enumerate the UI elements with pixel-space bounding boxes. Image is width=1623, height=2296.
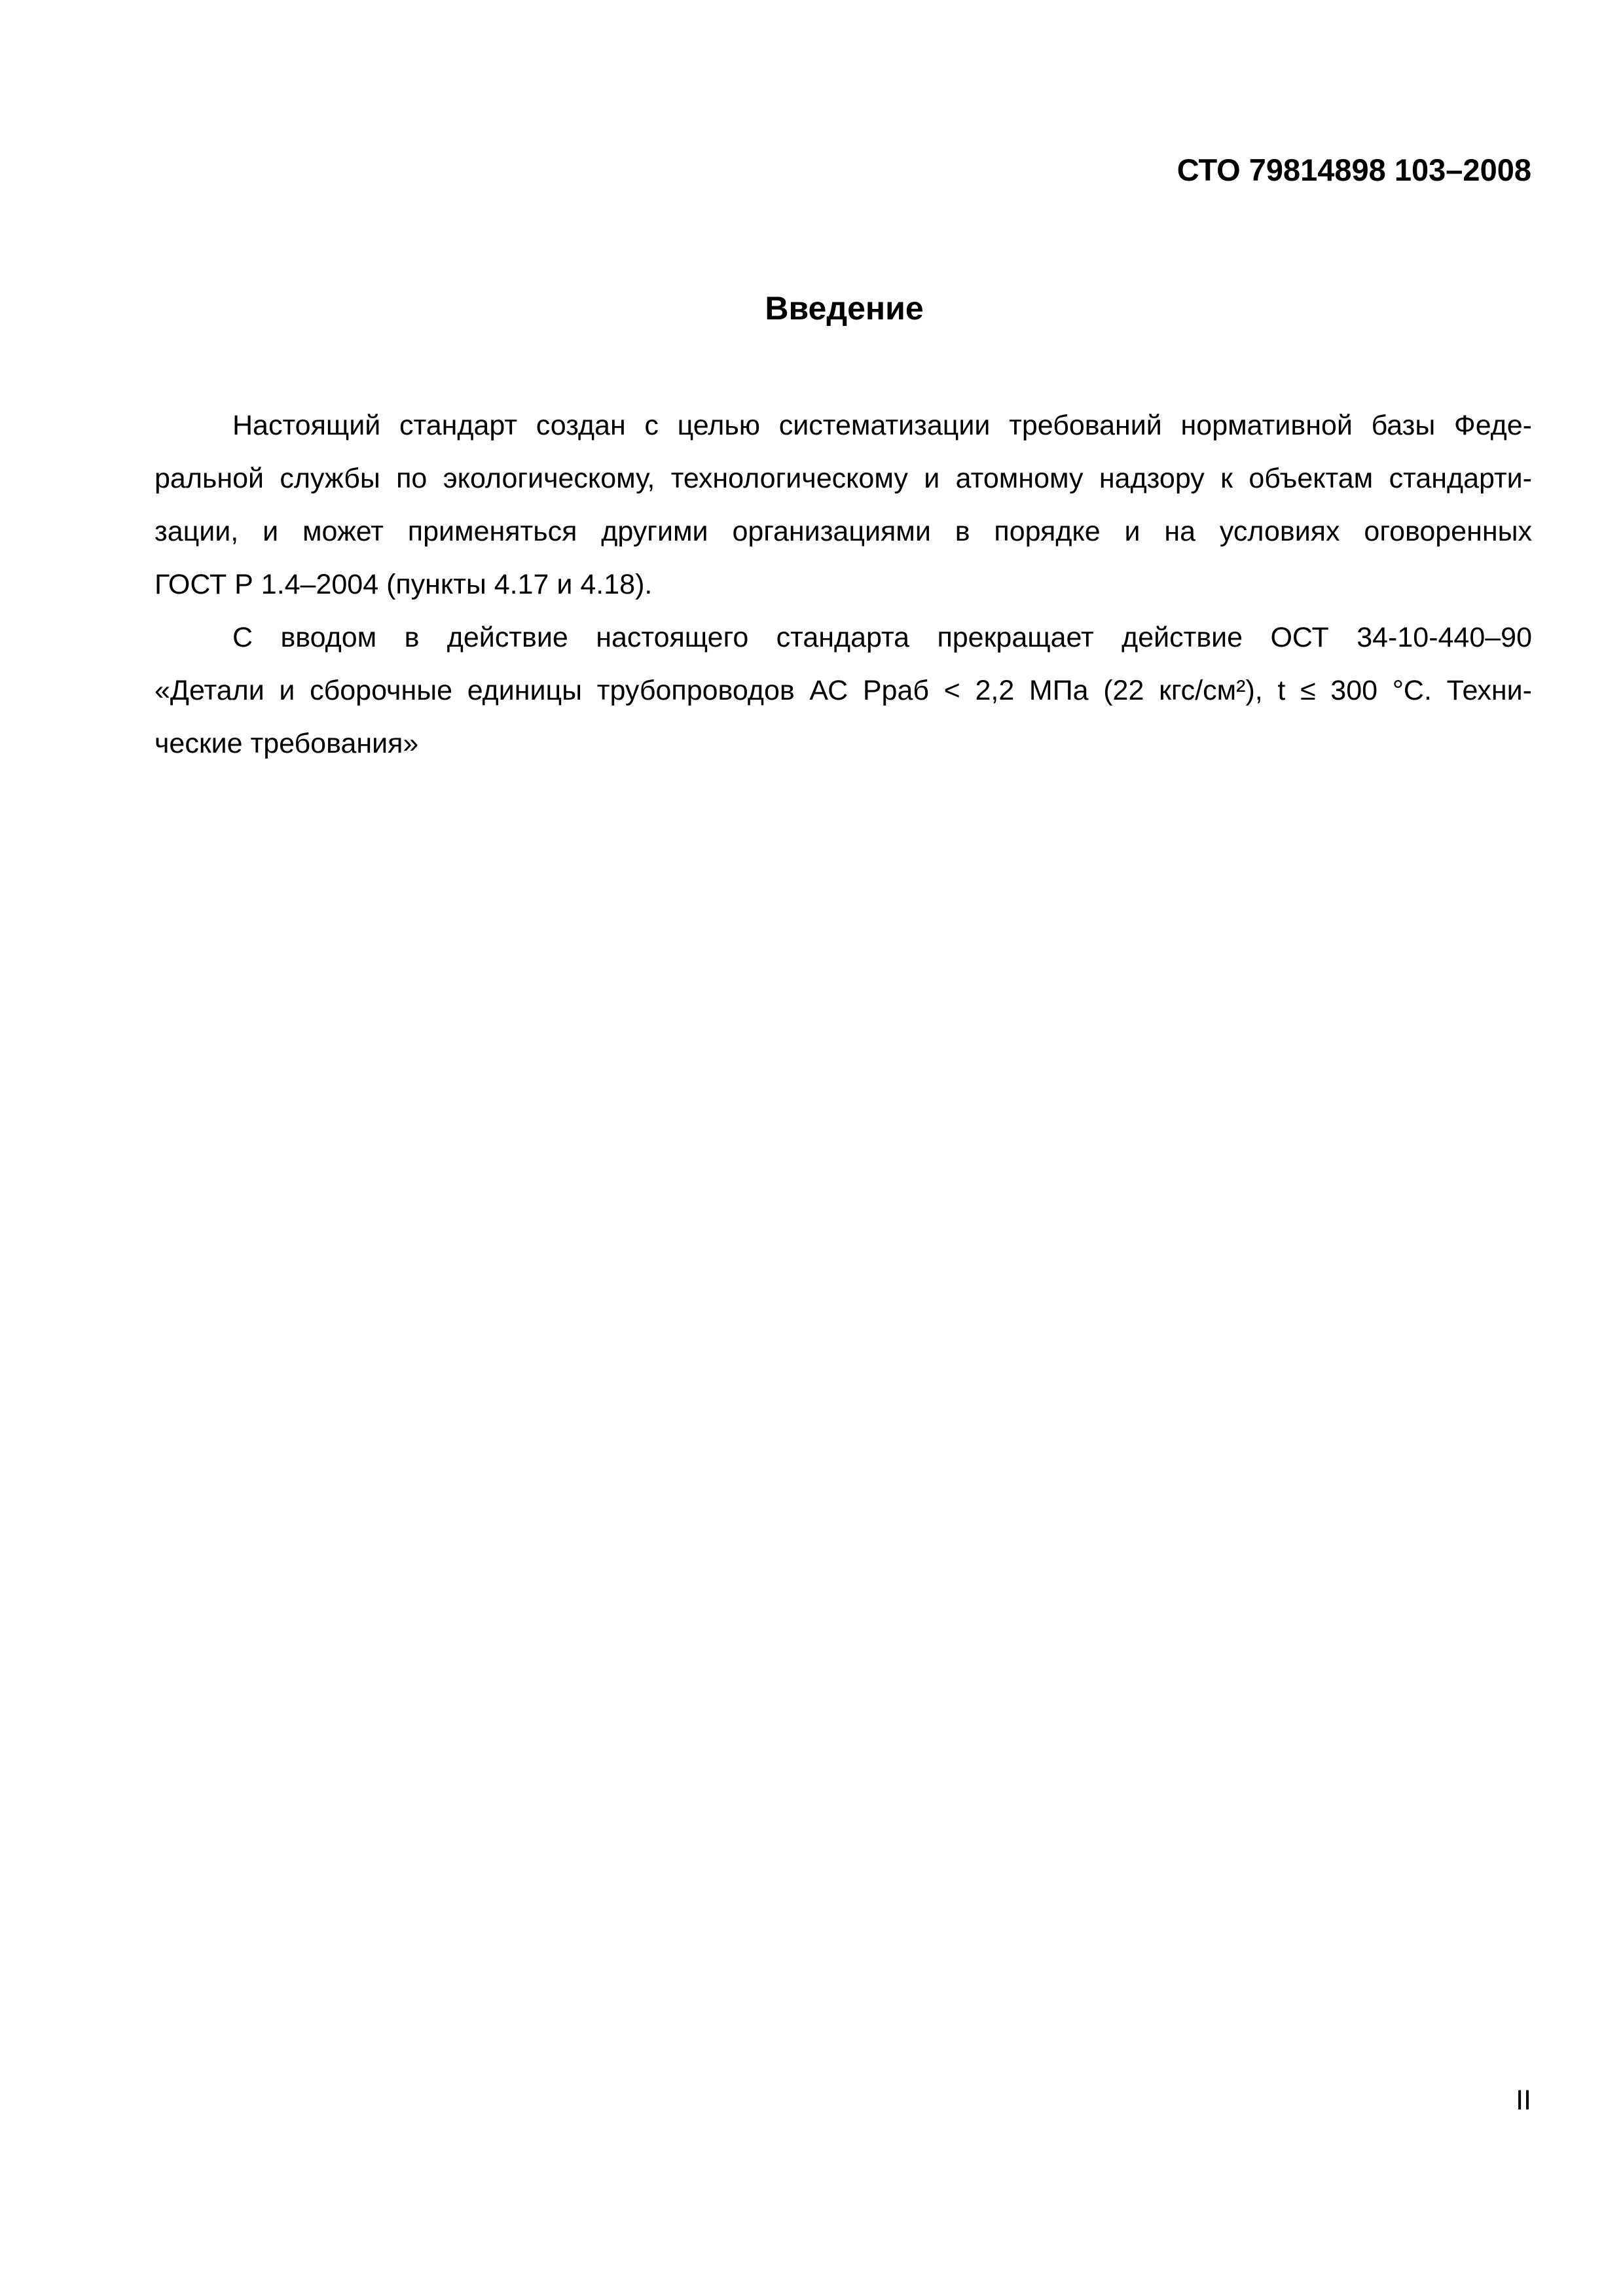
paragraph-1 bbox=[155, 399, 1532, 611]
text-line: Настоящий стандарт создан с целью систематизации требований нормативной базы Феде- bbox=[232, 410, 1532, 441]
paragraph-2 bbox=[155, 611, 1532, 770]
page-number: II bbox=[1516, 2085, 1531, 2116]
text-line: С вводом в действие настоящего стандарта прекращает действие ОСТ 34-10-440–90 bbox=[232, 622, 1532, 653]
text-line: зации, и может применяться другими организациями в порядке и на условиях оговоренных bbox=[155, 516, 1532, 547]
body-text bbox=[155, 399, 1532, 770]
document-code: СТО 79814898 103–2008 bbox=[1176, 152, 1531, 187]
text-line: ческие требования» bbox=[155, 728, 419, 759]
text-line: ральной службы по экологическому, технологическому и атомному надзору к объектам стандарти- bbox=[155, 463, 1532, 494]
text-line: ГОСТ Р 1.4–2004 (пункты 4.17 и 4.18). bbox=[155, 569, 653, 600]
section-title: Введение bbox=[765, 290, 924, 327]
text-line: «Детали и сборочные единицы трубопроводов АС Рраб < 2,2 МПа (22 кгс/см²), t ≤ 300 °С. Техни- bbox=[155, 675, 1532, 706]
